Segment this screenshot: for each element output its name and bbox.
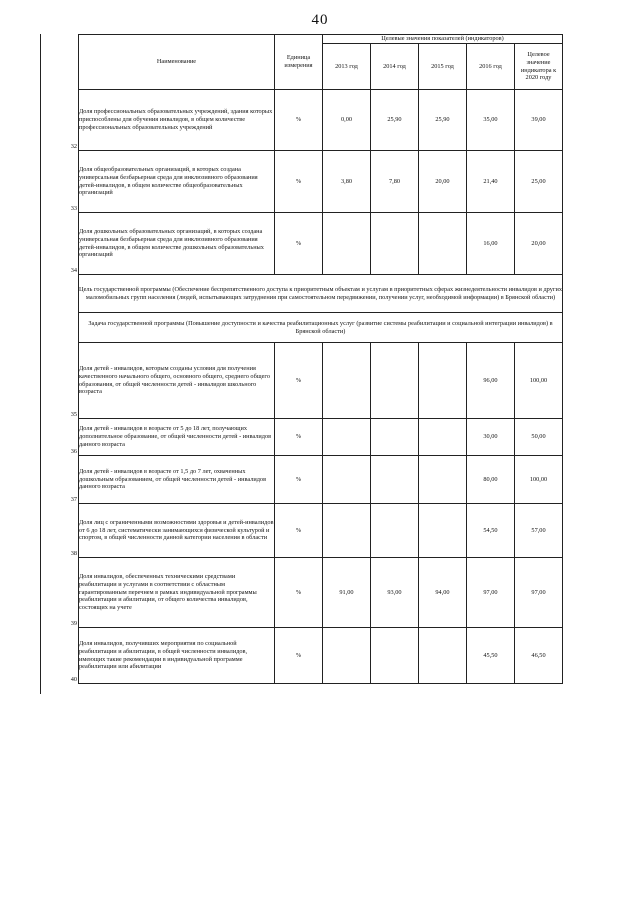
value-cell: 54,50 xyxy=(467,504,515,558)
value-cell xyxy=(419,628,467,684)
unit-cell: % xyxy=(275,151,323,213)
value-cell xyxy=(371,213,419,275)
value-cell: 25,00 xyxy=(515,151,563,213)
indicator-name xyxy=(70,343,275,419)
value-cell: 20,00 xyxy=(515,213,563,275)
value-cell xyxy=(419,456,467,504)
value-cell: 21,40 xyxy=(467,151,515,213)
row-number: 32 xyxy=(70,143,77,151)
row-number: 36 xyxy=(70,448,77,456)
row-number: 37 xyxy=(70,496,77,504)
value-cell: 0,00 xyxy=(323,90,371,151)
unit-cell: % xyxy=(275,90,323,151)
table-row xyxy=(79,558,563,628)
table-row xyxy=(79,456,563,504)
value-cell: 50,00 xyxy=(515,419,563,456)
value-cell xyxy=(323,419,371,456)
row-number: 34 xyxy=(70,267,77,275)
left-margin-rule xyxy=(40,34,41,694)
header-year: 2013 год xyxy=(323,44,371,90)
unit-cell: % xyxy=(275,628,323,684)
table-row xyxy=(79,419,563,456)
indicator-name xyxy=(70,558,275,628)
table-row xyxy=(79,504,563,558)
indicators-table xyxy=(70,34,563,684)
value-cell: 100,00 xyxy=(515,456,563,504)
value-cell: 3,80 xyxy=(323,151,371,213)
table-row xyxy=(79,343,563,419)
indicator-text: Доля детей - инвалидов в возрасте от 5 до 18 лет, получающих дополнительное образование, от общей численности детей - инвалидов данного возраста xyxy=(79,425,272,448)
value-cell xyxy=(323,504,371,558)
unit-cell: % xyxy=(275,213,323,275)
value-cell: 97,00 xyxy=(515,558,563,628)
value-cell: 91,00 xyxy=(323,558,371,628)
indicator-name xyxy=(70,419,275,456)
value-cell: 25,90 xyxy=(371,90,419,151)
indicator-name xyxy=(70,213,275,275)
value-cell: 80,00 xyxy=(467,456,515,504)
value-cell: 96,00 xyxy=(467,343,515,419)
indicator-text: Доля инвалидов, обеспеченных техническими средствами реабилитации и услугами в соответствии с областным гарантированным перечнем в рамках индивидуальной программы реабилитации и абилитации, от общего количества инвалидов, состоящих на учете xyxy=(79,572,257,612)
unit-cell: % xyxy=(275,456,323,504)
goal-row xyxy=(79,275,563,313)
header-year: 2014 год xyxy=(371,44,419,90)
page-number: 40 xyxy=(311,12,329,28)
value-cell xyxy=(371,343,419,419)
row-number: 40 xyxy=(70,676,77,684)
table-row xyxy=(79,151,563,213)
indicator-text: Доля детей - инвалидов, которым созданы условия для получения качественного начального общего, основного общего, среднего общего образования, от общей численности детей - инвалидов школьного возраста xyxy=(79,364,270,396)
header-year: 2016 год xyxy=(467,44,515,90)
table-row xyxy=(79,90,563,151)
value-cell: 94,00 xyxy=(419,558,467,628)
header-name: Наименование xyxy=(79,35,275,90)
header-unit: Единица измерения xyxy=(275,35,323,90)
value-cell: 57,00 xyxy=(515,504,563,558)
indicator-text: Доля лиц с ограниченными возможностями здоровья и детей-инвалидов от 6 до 18 лет, систематически занимающихся физической культурой и спортом, в общей численности данной категории населения в области xyxy=(79,518,274,542)
task-row xyxy=(79,313,563,343)
indicator-name xyxy=(70,90,275,151)
program-task: Задача государственной программы (Повышение доступности и качества реабилитационных услуг (развитие системы реабилитации и социальной интеграции инвалидов) в Брянской области) xyxy=(79,313,563,343)
value-cell: 25,90 xyxy=(419,90,467,151)
unit-cell: % xyxy=(275,504,323,558)
value-cell: 16,00 xyxy=(467,213,515,275)
value-cell: 35,00 xyxy=(467,90,515,151)
value-cell: 46,50 xyxy=(515,628,563,684)
row-number: 39 xyxy=(70,620,77,628)
value-cell xyxy=(371,504,419,558)
value-cell xyxy=(419,419,467,456)
indicator-name xyxy=(70,456,275,504)
value-cell: 100,00 xyxy=(515,343,563,419)
table-row xyxy=(79,213,563,275)
unit-cell: % xyxy=(275,343,323,419)
indicator-name xyxy=(70,151,275,213)
value-cell xyxy=(323,213,371,275)
indicator-text: Доля инвалидов, получивших мероприятия по социальной реабилитации и абилитации, в общей численности инвалидов, имеющих такие рекомендации в индивидуальной программе реабилитации или абилитации xyxy=(79,639,248,671)
indicator-name xyxy=(70,628,275,684)
value-cell: 45,50 xyxy=(467,628,515,684)
indicator-text: Доля общеобразовательных организаций, в которых создана универсальная безбарьерная среда для инклюзивного образования детей-инвалидов, в общем количестве общеобразовательных организаций xyxy=(79,165,258,197)
value-cell: 20,00 xyxy=(419,151,467,213)
row-number: 33 xyxy=(70,205,77,213)
value-cell xyxy=(371,628,419,684)
row-number: 35 xyxy=(70,411,77,419)
unit-cell: % xyxy=(275,419,323,456)
table-row xyxy=(79,628,563,684)
program-goal: Цель государственной программы (Обеспечение беспрепятственного доступа к приоритетным объектам и услугам в приоритетных сферах жизнедеятельности инвалидов и других маломобильных групп населения (людей, испытывающих затруднения при самостоятельном передвижении, получении услуг, необходимой информации) в Брянской области) xyxy=(79,275,563,313)
header-group: Целевые значения показателей (индикаторов) xyxy=(323,35,563,44)
value-cell xyxy=(371,419,419,456)
value-cell xyxy=(419,343,467,419)
value-cell: 30,00 xyxy=(467,419,515,456)
value-cell: 93,00 xyxy=(371,558,419,628)
indicator-text: Доля детей - инвалидов в возрасте от 1,5 до 7 лет, охваченных дошкольным образованием, от общей численности детей - инвалидов данного возраста xyxy=(79,467,267,491)
value-cell xyxy=(323,628,371,684)
value-cell xyxy=(371,456,419,504)
row-number: 38 xyxy=(70,550,77,558)
indicator-text: Доля дошкольных образовательных организаций, в которых создана универсальная безбарьерная среда для инклюзивного образования детей-инвалидов, в общем количестве дошкольных образовательных организаций xyxy=(79,227,264,259)
value-cell: 7,80 xyxy=(371,151,419,213)
value-cell: 39,00 xyxy=(515,90,563,151)
indicator-name xyxy=(70,504,275,558)
value-cell: 97,00 xyxy=(467,558,515,628)
value-cell xyxy=(419,213,467,275)
value-cell xyxy=(419,504,467,558)
header-target: Целевое значение индикатора к 2020 году xyxy=(515,44,563,90)
indicator-text: Доля профессиональных образовательных учреждений, здания которых приспособлены для обучения инвалидов, в общем количестве профессиональных образовательных учреждений xyxy=(79,108,273,131)
value-cell xyxy=(323,343,371,419)
unit-cell: % xyxy=(275,558,323,628)
value-cell xyxy=(323,456,371,504)
header-year: 2015 год xyxy=(419,44,467,90)
